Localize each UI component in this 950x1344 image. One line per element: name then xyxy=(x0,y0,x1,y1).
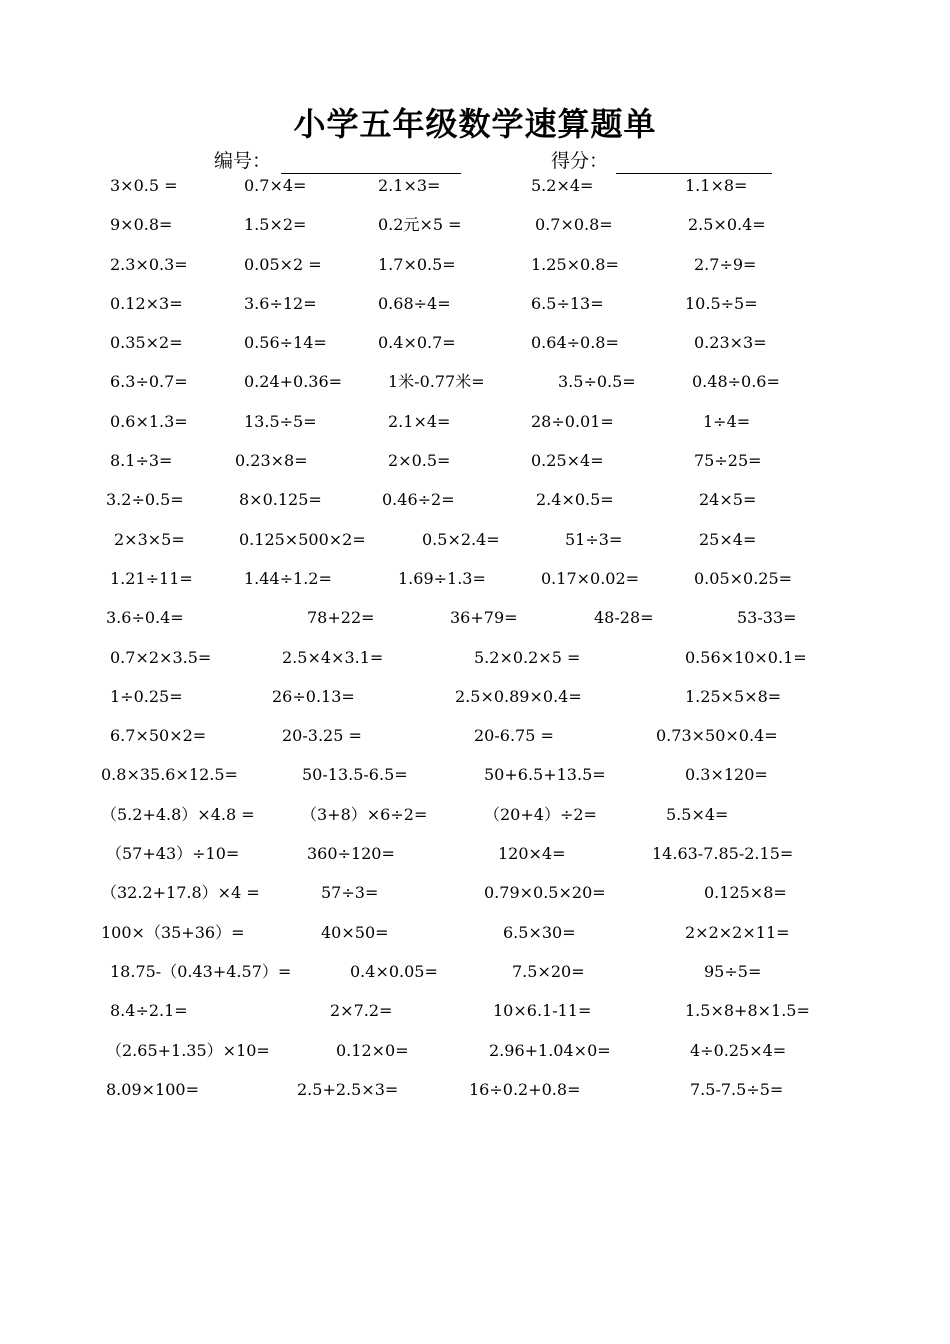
problem-item: 2×7.2= xyxy=(330,1001,393,1021)
problem-item: 0.12×3= xyxy=(110,293,183,313)
problem-row xyxy=(0,605,950,644)
problem-item: 1÷0.25= xyxy=(110,686,183,706)
problem-item: 7.5×20= xyxy=(512,961,585,981)
problem-item: 2.96+1.04×0= xyxy=(489,1040,611,1060)
problem-item: 2.1×3= xyxy=(378,176,441,195)
problem-item: 18.75-（0.43+4.57）= xyxy=(110,961,292,981)
problem-item: 0.23×3= xyxy=(694,333,767,353)
problem-item: 75÷25= xyxy=(694,451,762,471)
score-field xyxy=(551,148,772,174)
problem-row xyxy=(0,880,950,919)
problem-row xyxy=(0,1038,950,1077)
problem-row xyxy=(0,1077,950,1116)
problem-row xyxy=(0,566,950,605)
problem-row xyxy=(0,645,950,684)
problem-item: 20-3.25 = xyxy=(282,726,362,746)
problem-grid xyxy=(0,173,950,1116)
problem-item: 1.7×0.5= xyxy=(378,254,456,274)
problem-item: 3.5÷0.5= xyxy=(558,372,636,392)
problem-item: 13.5÷5= xyxy=(244,411,317,431)
problem-item: 0.64÷0.8= xyxy=(531,333,619,353)
number-blank-line[interactable] xyxy=(281,153,461,174)
problem-item: 0.68÷4= xyxy=(378,293,451,313)
problem-item: 1米-0.77米= xyxy=(388,372,485,392)
problem-item: 1.5×8+8×1.5= xyxy=(685,1001,810,1021)
problem-item: 0.3×120= xyxy=(685,765,768,785)
problem-item: 51÷3= xyxy=(565,529,623,549)
problem-item: 2×0.5= xyxy=(388,451,451,471)
problem-row xyxy=(0,959,950,998)
problem-item: 6.3÷0.7= xyxy=(110,372,188,392)
problem-item: 2.4×0.5= xyxy=(536,490,614,510)
problem-item: 4÷0.25×4= xyxy=(690,1040,787,1060)
problem-item: 5.2×4= xyxy=(531,176,594,195)
problem-item: 6.5÷13= xyxy=(531,293,604,313)
problem-item: （32.2+17.8）×4 = xyxy=(101,883,260,903)
problem-item: 1.44÷1.2= xyxy=(244,568,332,588)
problem-item: 50+6.5+13.5= xyxy=(484,765,606,785)
problem-item: 0.05×0.25= xyxy=(694,568,793,588)
problem-item: 3.6÷12= xyxy=(244,293,317,313)
problem-item: 8.1÷3= xyxy=(110,451,173,471)
problem-row xyxy=(0,409,950,448)
problem-item: 2.7÷9= xyxy=(694,254,757,274)
problem-item: 0.73×50×0.4= xyxy=(656,726,778,746)
problem-item: 53-33= xyxy=(737,608,797,628)
problem-item: 8×0.125= xyxy=(239,490,322,510)
problem-item: 0.46÷2= xyxy=(382,490,455,510)
problem-item: 100×（35+36）= xyxy=(101,922,245,942)
problem-item: 3×0.5 = xyxy=(110,176,178,195)
problem-item: 14.63-7.85-2.15= xyxy=(652,844,794,864)
problem-item: （57+43）÷10= xyxy=(106,844,240,864)
problem-item: 1÷4= xyxy=(703,411,751,431)
problem-item: 0.56÷14= xyxy=(244,333,327,353)
problem-item: 120×4= xyxy=(498,844,566,864)
problem-item: （3+8）×6÷2= xyxy=(301,804,428,824)
problem-item: 0.7×4= xyxy=(244,176,307,195)
problem-item: 0.7×2×3.5= xyxy=(110,647,212,667)
problem-item: 1.25×5×8= xyxy=(685,686,782,706)
problem-item: 2×3×5= xyxy=(114,529,185,549)
problem-item: 0.8×35.6×12.5= xyxy=(101,765,238,785)
problem-item: 2.3×0.3= xyxy=(110,254,188,274)
problem-item: 0.125×500×2= xyxy=(239,529,366,549)
problem-item: （2.65+1.35）×10= xyxy=(106,1040,270,1060)
problem-item: 1.25×0.8= xyxy=(531,254,619,274)
problem-item: 6.7×50×2= xyxy=(110,726,207,746)
problem-item: 2.1×4= xyxy=(388,411,451,431)
problem-item: 2×2×2×11= xyxy=(685,922,790,942)
problem-item: 7.5-7.5÷5= xyxy=(690,1079,784,1099)
problem-item: 9×0.8= xyxy=(110,215,173,235)
problem-row xyxy=(0,684,950,723)
score-blank-line[interactable] xyxy=(616,153,772,174)
problem-item: 57÷3= xyxy=(321,883,379,903)
problem-row xyxy=(0,841,950,880)
problem-item: 0.6×1.3= xyxy=(110,411,188,431)
problem-item: 0.125×8= xyxy=(704,883,787,903)
problem-item: 1.21÷11= xyxy=(110,568,193,588)
problem-item: 0.79×0.5×20= xyxy=(484,883,606,903)
problem-item: 3.6÷0.4= xyxy=(106,608,184,628)
problem-item: 0.35×2= xyxy=(110,333,183,353)
problem-item: 0.23×8= xyxy=(235,451,308,471)
problem-row xyxy=(0,212,950,251)
problem-row xyxy=(0,762,950,801)
problem-item: 28÷0.01= xyxy=(531,411,614,431)
number-field xyxy=(214,148,461,174)
problem-item: 16÷0.2+0.8= xyxy=(469,1079,581,1099)
problem-row xyxy=(0,723,950,762)
problem-item: （20+4）÷2= xyxy=(484,804,597,824)
problem-item: 2.5×0.4= xyxy=(688,215,766,235)
problem-row xyxy=(0,252,950,291)
problem-item: 8.09×100= xyxy=(106,1079,199,1099)
problem-row xyxy=(0,487,950,526)
problem-item: 25×4= xyxy=(699,529,757,549)
problem-item: 24×5= xyxy=(699,490,757,510)
problem-item: 0.25×4= xyxy=(531,451,604,471)
number-label: 编号： xyxy=(214,150,272,172)
problem-item: 1.1×8= xyxy=(685,176,748,195)
problem-item: 0.24+0.36= xyxy=(244,372,343,392)
problem-item: 0.7×0.8= xyxy=(535,215,613,235)
problem-item: （5.2+4.8）×4.8 = xyxy=(101,804,255,824)
problem-row xyxy=(0,998,950,1037)
problem-item: 36+79= xyxy=(450,608,518,628)
problem-row xyxy=(0,920,950,959)
problem-row xyxy=(0,291,950,330)
problem-item: 360÷120= xyxy=(307,844,395,864)
problem-item: 0.12×0= xyxy=(336,1040,409,1060)
problem-item: 50-13.5-6.5= xyxy=(302,765,408,785)
problem-item: 5.2×0.2×5 = xyxy=(474,647,581,667)
problem-item: 5.5×4= xyxy=(666,804,729,824)
problem-item: 0.17×0.02= xyxy=(541,568,640,588)
problem-item: 0.56×10×0.1= xyxy=(685,647,807,667)
problem-item: 1.69÷1.3= xyxy=(398,568,486,588)
problem-item: 26÷0.13= xyxy=(272,686,355,706)
problem-item: 0.4×0.05= xyxy=(350,961,438,981)
problem-item: 40×50= xyxy=(321,922,389,942)
problem-item: 8.4÷2.1= xyxy=(110,1001,188,1021)
problem-item: 0.4×0.7= xyxy=(378,333,456,353)
score-label: 得分： xyxy=(551,150,609,172)
problem-item: 2.5+2.5×3= xyxy=(297,1079,399,1099)
problem-row xyxy=(0,527,950,566)
problem-item: 10×6.1-11= xyxy=(493,1001,592,1021)
problem-item: 10.5÷5= xyxy=(685,293,758,313)
page-title: 小学五年级数学速算题单 xyxy=(293,105,657,143)
problem-item: 48-28= xyxy=(594,608,654,628)
problem-item: 95÷5= xyxy=(704,961,762,981)
problem-item: 1.5×2= xyxy=(244,215,307,235)
problem-row xyxy=(0,173,950,212)
problem-item: 3.2÷0.5= xyxy=(106,490,184,510)
problem-item: 2.5×0.89×0.4= xyxy=(455,686,582,706)
problem-row xyxy=(0,330,950,369)
problem-item: 0.05×2 = xyxy=(244,254,322,274)
problem-item: 6.5×30= xyxy=(503,922,576,942)
problem-item: 0.2元×5 = xyxy=(378,215,462,235)
problem-item: 2.5×4×3.1= xyxy=(282,647,384,667)
problem-item: 0.48÷0.6= xyxy=(692,372,780,392)
problem-row xyxy=(0,448,950,487)
problem-item: 0.5×2.4= xyxy=(422,529,500,549)
problem-row xyxy=(0,802,950,841)
problem-row xyxy=(0,369,950,408)
problem-item: 20-6.75 = xyxy=(474,726,554,746)
problem-item: 78+22= xyxy=(307,608,375,628)
